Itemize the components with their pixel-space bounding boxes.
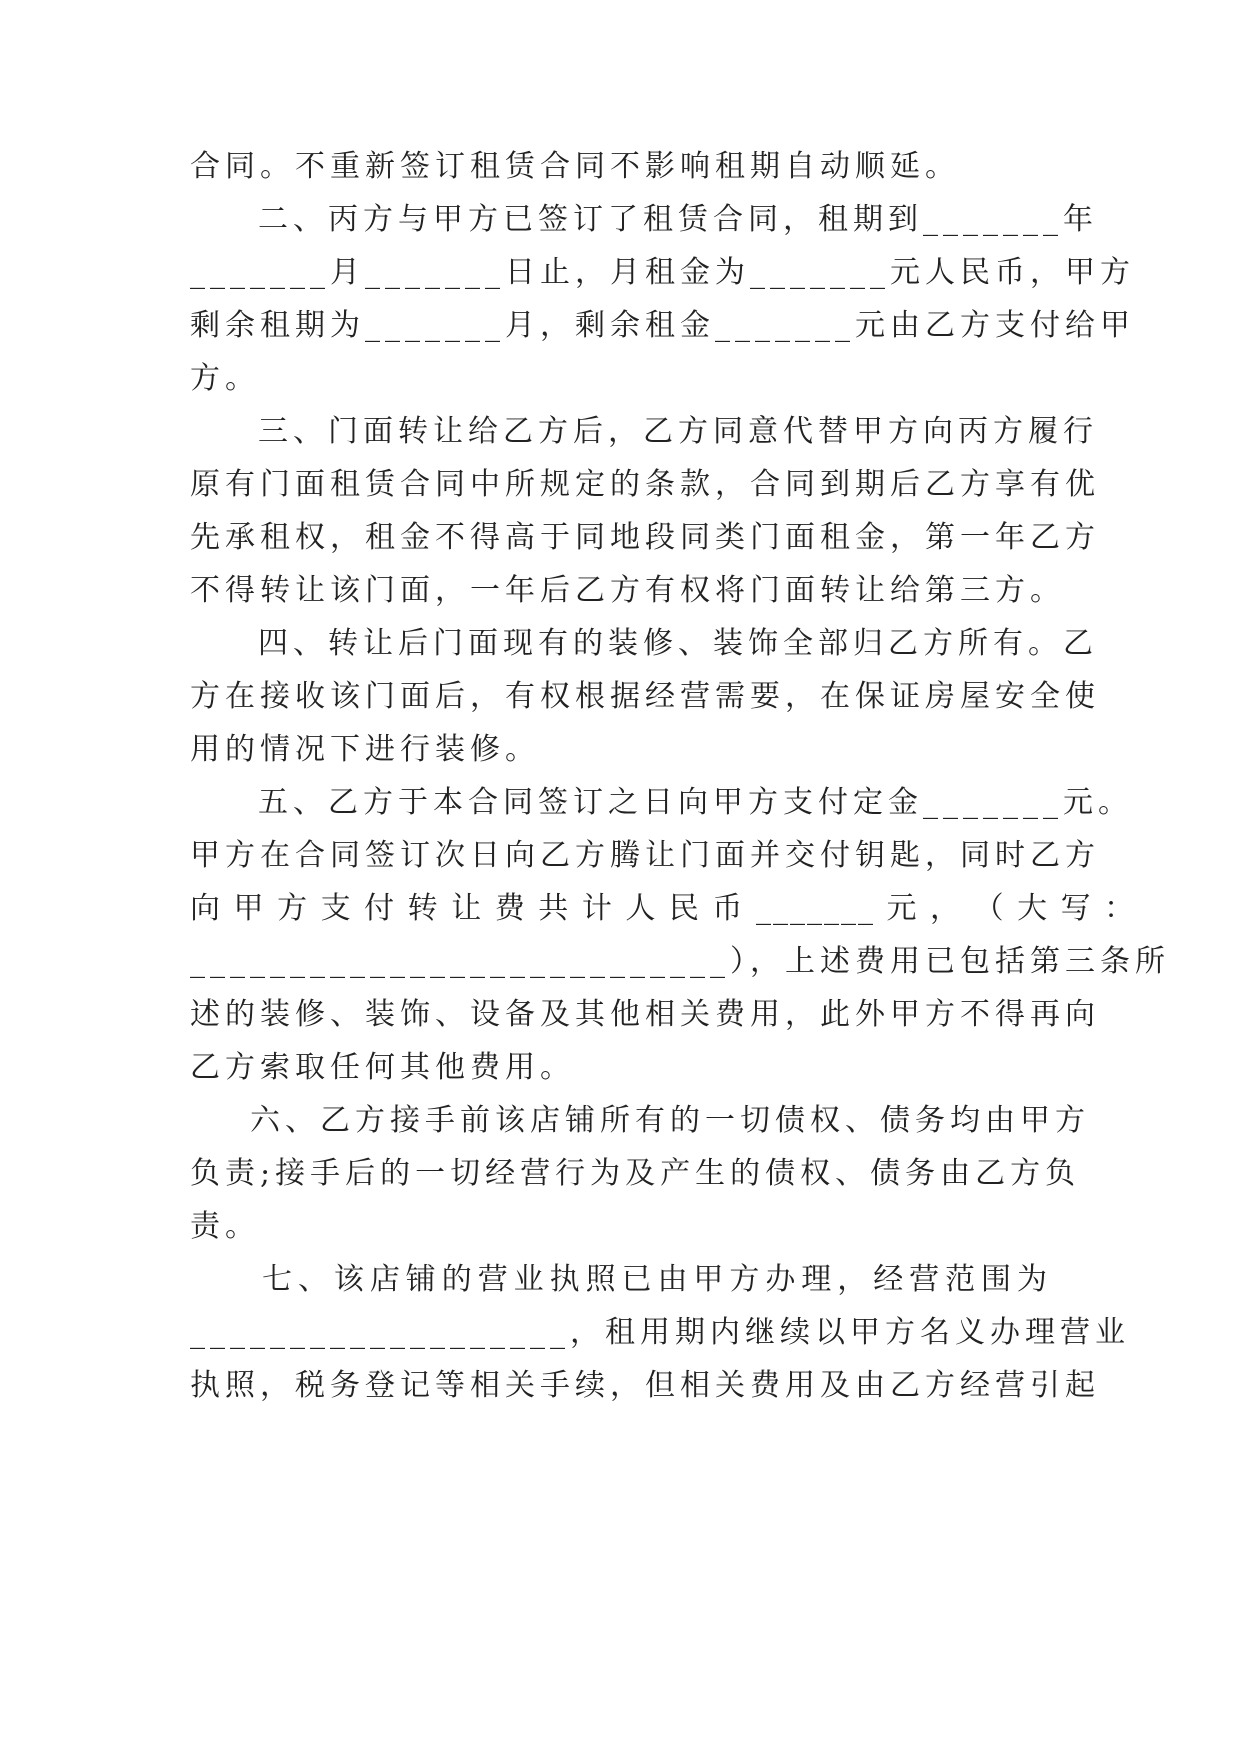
text-line-23: ___________________，租用期内继续以甲方名义办理营业 <box>190 1315 1130 1350</box>
text-line-19: 六、乙方接手前该店铺所有的一切债权、债务均由甲方 <box>250 1103 1090 1138</box>
text-line-12: 用的情况下进行装修。 <box>190 732 540 767</box>
text-line-16: ___________________________），上述费用已包括第三条所 <box>190 944 1170 979</box>
text-line-21: 责。 <box>190 1209 260 1244</box>
text-line-17: 述的装修、装饰、设备及其他相关费用，此外甲方不得再向 <box>190 997 1100 1032</box>
text-line-20: 负责;接手后的一切经营行为及产生的债权、债务由乙方负 <box>190 1156 1081 1191</box>
text-line-3: _______月_______日止，月租金为_______元人民币，甲方 <box>190 255 1135 290</box>
text-line-13: 五、乙方于本合同签订之日向甲方支付定金_______元。 <box>258 785 1133 820</box>
text-line-10: 四、转让后门面现有的装修、装饰全部归乙方所有。乙 <box>258 626 1098 661</box>
text-line-9: 不得转让该门面，一年后乙方有权将门面转让给第三方。 <box>190 573 1065 608</box>
text-line-24: 执照，税务登记等相关手续，但相关费用及由乙方经营引起 <box>190 1368 1100 1403</box>
text-line-15: 向 甲 方 支 付 转 让 费 共 计 人 民 币 _______ 元 ， （ 大 写 ： <box>190 891 1137 926</box>
text-line-18: 乙方索取任何其他费用。 <box>190 1050 575 1085</box>
text-line-11: 方在接收该门面后，有权根据经营需要，在保证房屋安全使 <box>190 679 1100 714</box>
text-line-1: 合同。不重新签订租赁合同不影响租期自动顺延。 <box>190 149 960 184</box>
text-line-8: 先承租权，租金不得高于同地段同类门面租金，第一年乙方 <box>190 520 1100 555</box>
text-line-6: 三、门面转让给乙方后，乙方同意代替甲方向丙方履行 <box>258 414 1098 449</box>
text-line-2: 二、丙方与甲方已签订了租赁合同，租期到_______年 <box>258 202 1098 237</box>
text-line-4: 剩余租期为_______月，剩余租金_______元由乙方支付给甲 <box>190 308 1135 343</box>
text-line-7: 原有门面租赁合同中所规定的条款，合同到期后乙方享有优 <box>190 467 1100 502</box>
text-line-5: 方。 <box>190 361 260 396</box>
text-line-14: 甲方在合同签订次日向乙方腾让门面并交付钥匙，同时乙方 <box>190 838 1100 873</box>
text-line-22: 七、该店铺的营业执照已由甲方办理，经营范围为 <box>262 1262 1052 1297</box>
